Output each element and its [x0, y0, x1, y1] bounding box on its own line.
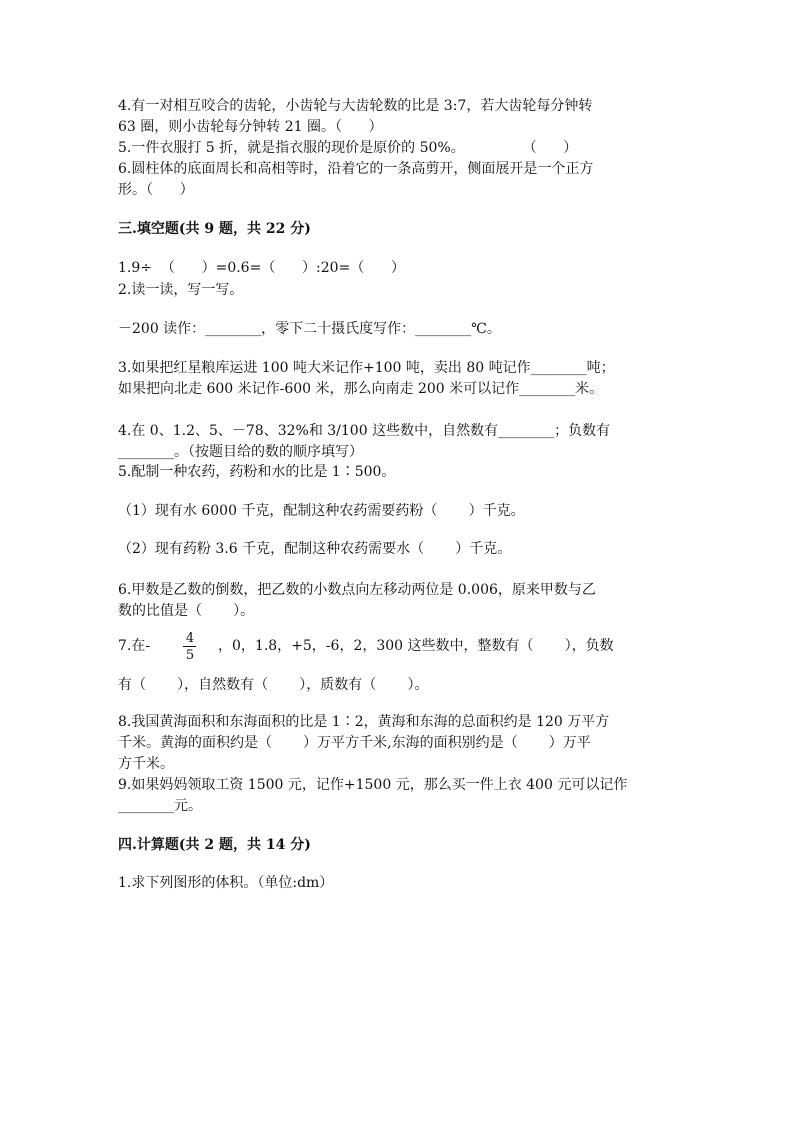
- fill-question-2: 2.读一读，写一写。: [118, 282, 244, 298]
- fill-question-5: 5.配制一种农药，药粉和水的比是 1∶500。: [118, 464, 396, 480]
- fill-question-9-line-2: ________元。: [118, 798, 202, 814]
- fill-question-8-line-2: 千米。黄海的面积约是（ ）万平方千米,东海的面积别约是（ ）万平: [118, 735, 591, 751]
- fill-question-7-rest: ，0，1.8，+5，-6，2，300 这些数中，整数有（ ），负数: [218, 638, 614, 654]
- fraction-denominator: 5: [185, 648, 195, 663]
- question-6-line-1: 6.圆柱体的底面周长和高相等时，沿着它的一条高剪开，侧面展开是一个正方: [118, 161, 594, 177]
- fraction-bar: [183, 646, 196, 647]
- fill-question-6-line-1: 6.甲数是乙数的倒数，把乙数的小数点向左移动两位是 0.006，原来甲数与乙: [118, 582, 596, 598]
- fill-question-8-line-1: 8.我国黄海面积和东海面积的比是 1∶2，黄海和东海的总面积约是 120 万平方: [118, 714, 610, 730]
- fill-question-7-prefix: 7.在-: [118, 638, 151, 654]
- question-4-line-1: 4.有一对相互咬合的齿轮，小齿轮与大齿轮数的比是 3:7，若大齿轮每分钟转: [118, 98, 593, 114]
- question-5: 5.一件衣服打 5 折，就是指衣服的现价是原价的 50%。 （ ）: [118, 140, 578, 156]
- fill-question-5-part-2: （2）现有药粉 3.6 千克，配制这种农药需要水（ ）千克。: [118, 541, 512, 557]
- section-4-heading: 四.计算题(共 2 题，共 14 分): [118, 837, 311, 853]
- calc-question-1: 1.求下列图形的体积。（单位:dm）: [118, 875, 334, 891]
- fill-question-7-line-2: 有（ ），自然数有（ ），质数有（ ）。: [118, 677, 429, 693]
- fill-question-5-part-1: （1）现有水 6000 千克，配制这种农药需要药粉（ ）千克。: [118, 503, 525, 519]
- fill-question-3-line-2: 如果把向北走 600 米记作-600 米，那么向南走 200 米可以记作________米。: [118, 381, 604, 397]
- fill-question-4-line-2: ________。（按题目给的数的顺序填写）: [118, 444, 363, 460]
- fill-question-2-blanks: －200 读作：________，零下二十摄氏度写作：________℃。: [118, 321, 501, 337]
- fill-question-8-line-3: 方千米。: [118, 756, 174, 772]
- section-3-heading: 三.填空题(共 9 题，共 22 分): [118, 221, 311, 237]
- question-4-line-2: 63 圈，则小齿轮每分钟转 21 圈。（ ）: [118, 119, 383, 135]
- fill-question-4-line-1: 4.在 0、1.2、5、－78、32%和 3/100 这些数中，自然数有________；负数有: [118, 423, 611, 439]
- question-6-line-2: 形。（ ）: [118, 182, 194, 198]
- fill-question-6-line-2: 数的比值是（ ）。: [118, 603, 255, 619]
- fraction-numerator: 4: [185, 631, 195, 646]
- fill-question-1: 1.9÷ （ ）=0.6=（ ）:20=（ ）: [118, 260, 405, 276]
- fill-question-9-line-1: 9.如果妈妈领取工资 1500 元，记作+1500 元，那么买一件上衣 400 元可以记作: [118, 777, 628, 793]
- fill-question-3-line-1: 3.如果把红星粮库运进 100 吨大米记作+100 吨，卖出 80 吨记作________吨；: [118, 360, 615, 376]
